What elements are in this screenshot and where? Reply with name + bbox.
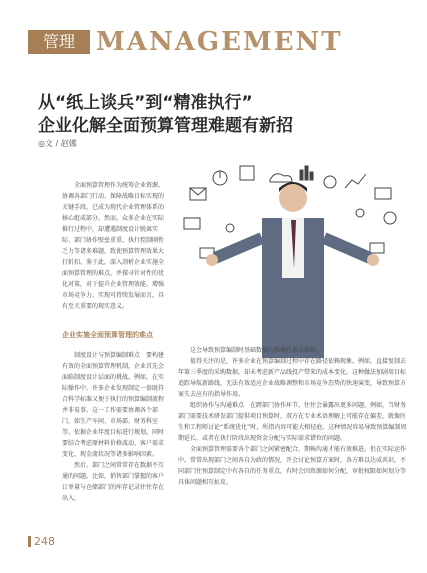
body-paragraph: 值得关注的是，许多企业在预算编制过程中存在路径依赖现象。例如，直接复制去年第三季度的采购数据，却未考虑新产品线投产带来的成本变化。这种做法加剧用目标追踪导航新路线，无法有效适应企业战略调整和市场竞争态势的快速演变，导致预算方案失去应有的指导作用。 [178,358,407,398]
body-paragraph: 这会导致预算编制时基础数据的准确性难以保障。 [190,347,323,354]
body-paragraph: 制度设计与预算编制难点 要构建有效的全面预算管理机制，企业首先会面临制度设计层面的挑战。例如，在实际操作中，许多企业发现制定一套既符合科学标准又便于执行的预算编制流程并非易事。这一工作需要协调各个部门，如生产车间、市场部、财务科室等。依据企业年度目标进行规划，同时要结合考虑原材料价格波动、客户需求变化、现金流状况等诸多影响因素。 [62,352,165,458]
intro-paragraph: 全面预算管理作为统筹企业资源、协调各部门行动、保障战略目标实现的关键手段，已成为现代企业管理体系的核心组成部分。然而，众多企业在实际推行过程中，却遭遇制度设计脱离实际、部门协作壁垒重重、执行控制刚性乏力等诸多难题，致使预算管理效果大打折扣。鉴于此，深入剖析企业实施全面预算管理的难点，并探寻针对性的优化对策，对于提升企业管理效能、增强市场竞争力、实现可持续发展而言，具有至关重要的现实意义。 [62,182,165,310]
left-body-column [62,350,168,504]
page-number: 248 [34,535,55,548]
businessman-illustration [170,158,415,358]
right-body-column [178,345,410,488]
section-label-en: MANAGEMENT [96,27,343,57]
article-author: ◎文 / 赵娜 [38,139,77,148]
body-paragraph: 组织协作与沟通难点 在跨部门协作环节，往往会暴露出更多问题。例如，当财务部门需要技术研发部门提供项目预算时，双方在专业术语理解上可能存在偏差，就像医生和工程师讨论“系统优化”时，所指内容可能大相径庭。这种情况容易导致预算编制周期延长，或者在执行阶段出现资金分配与实际需求错位的问题。 [178,402,407,442]
section-header [28,27,400,57]
intro-column [62,180,168,312]
bar-chart-icon [300,170,303,180]
article-title-line2: 企业化解全面预算管理难题有新招 [38,116,293,136]
section-subhead: 企业实施全面预算管理的难点 [62,331,153,339]
section-label-cn: 管理 [28,30,90,54]
body-paragraph: 全面预算管理需要各个部门之间紧密配合，期畅沟通才能有效推进。但在实际运作中，常常出现部门之间各自为政的情况，开会讨论预算方案时，各方难以达成共识，不同部门往预算制定中有各自的任务重点，有时会因资源如何分配、审批权限如何划分等具体问题相互扯皮。 [178,446,407,486]
body-paragraph: 然后，部门之间常常存在数据不互通的问题。比如，销售部门掌握的客户订单量与仓储部门的库存记录往往存在出入， [62,462,165,502]
article-title-line1: 从“纸上谈兵”到“精准执行” [38,93,253,113]
page-number-bar [28,536,31,547]
